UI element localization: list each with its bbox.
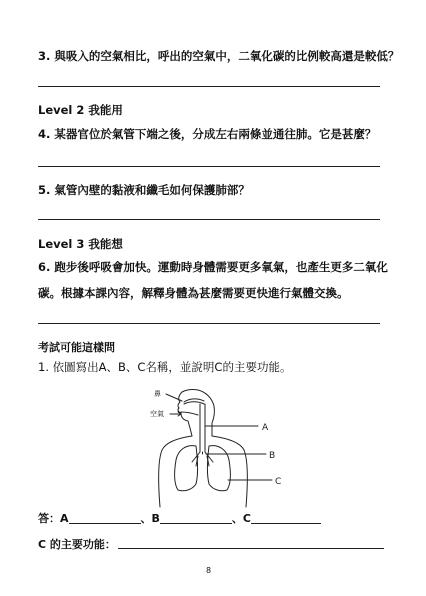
question-6-line-1: 6. 跑步後呼吸會加快。運動時身體需要更多氧氣，也產生更多二氧化 xyxy=(38,260,388,274)
question-6-line-2: 碳。根據本課內容，解釋身體為甚麼需要更快進行氣體交換。 xyxy=(38,286,349,300)
answer-row xyxy=(38,510,321,526)
answer-line-function-c[interactable] xyxy=(118,548,384,549)
label-nose: 鼻 xyxy=(154,390,161,398)
challenge-question-1: 1. 依圖寫出A、B、C名稱，並說明C的主要功能。 xyxy=(38,360,292,374)
answer-line-q3[interactable] xyxy=(38,86,380,87)
question-3: 3. 與吸入的空氣相比，呼出的空氣中，二氧化碳的比例較高還是較低？ xyxy=(38,49,400,63)
answer-blank-b[interactable] xyxy=(160,512,232,524)
level-2-heading: Level 2 我能用 xyxy=(38,103,123,117)
label-b: B xyxy=(269,451,276,461)
respiratory-system-diagram xyxy=(148,386,298,508)
challenge-heading: 考試可能這樣問 xyxy=(38,341,115,354)
level-3-heading: Level 3 我能想 xyxy=(38,237,123,251)
answer-blank-c[interactable] xyxy=(251,512,321,524)
label-c: C xyxy=(275,477,282,487)
label-a: A xyxy=(262,423,269,433)
function-c-label: C 的主要功能： xyxy=(38,538,116,551)
answer-line-q4[interactable] xyxy=(38,166,380,167)
answer-sep-b: 、B xyxy=(140,512,160,525)
label-air: 空氣 xyxy=(150,410,164,418)
answer-prefix-a: 答：A xyxy=(38,512,69,525)
question-4: 4. 某器官位於氣管下端之後，分成左右兩條並通往肺。它是甚麼？ xyxy=(38,127,377,141)
answer-line-q5[interactable] xyxy=(38,219,380,220)
question-5: 5. 氣管內壁的黏液和纖毛如何保護肺部？ xyxy=(38,183,250,197)
answer-sep-c: 、C xyxy=(231,512,251,525)
page-number: 8 xyxy=(206,566,212,575)
answer-line-q6[interactable] xyxy=(38,323,380,324)
answer-blank-a[interactable] xyxy=(69,512,141,524)
